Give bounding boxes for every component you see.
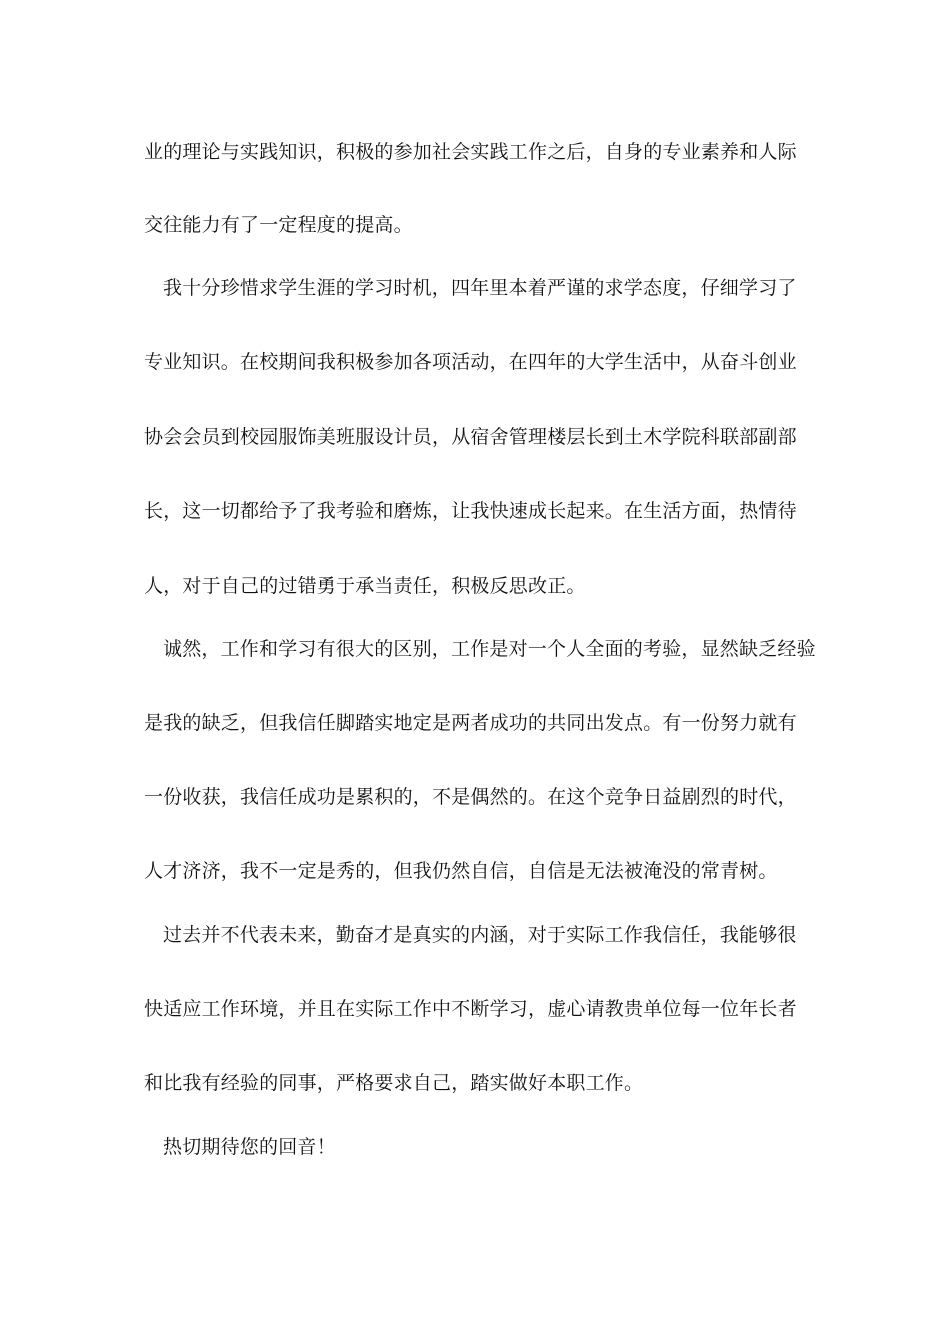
text-line: 协会会员到校园服饰美班服设计员，从宿舍管理楼层长到土木学院科联部副部 xyxy=(144,426,797,448)
closing-line: 热切期待您的回音！ xyxy=(163,1136,336,1158)
text-line: 和比我有经验的同事，严格要求自己，踏实做好本职工作。 xyxy=(144,1072,644,1094)
text-line: 专业知识。在校期间我积极参加各项活动，在四年的大学生活中，从奋斗创业 xyxy=(144,351,797,373)
text-line: 人，对于自己的过错勇于承当责任，积极反思改正。 xyxy=(144,575,586,597)
text-line: 业的理论与实践知识，积极的参加社会实践工作之后，自身的专业素养和人际 xyxy=(144,141,797,163)
text-line: 快适应工作环境，并且在实际工作中不断学习，虚心请教贵单位每一位年长者 xyxy=(144,998,797,1020)
text-line: 一份收获，我信任成功是累积的，不是偶然的。在这个竞争日益剧烈的时代， xyxy=(144,786,797,808)
text-line: 人才济济，我不一定是秀的，但我仍然自信，自信是无法被淹没的常青树。 xyxy=(144,860,778,882)
text-line: 长，这一切都给予了我考验和磨炼，让我快速成长起来。在生活方面，热情待 xyxy=(144,500,797,522)
paragraph-start-line: 诚然，工作和学习有很大的区别，工作是对一个人全面的考验，显然缺乏经验 xyxy=(163,638,816,660)
paragraph-start-line: 我十分珍惜求学生涯的学习时机，四年里本着严谨的求学态度，仔细学习了 xyxy=(163,277,797,299)
text-line: 是我的缺乏，但我信任脚踏实地定是两者成功的共同出发点。有一份努力就有 xyxy=(144,712,797,734)
text-line: 交往能力有了一定程度的提高。 xyxy=(144,214,413,236)
paragraph-start-line: 过去并不代表未来，勤奋才是真实的内涵，对于实际工作我信任，我能够很 xyxy=(163,924,797,946)
